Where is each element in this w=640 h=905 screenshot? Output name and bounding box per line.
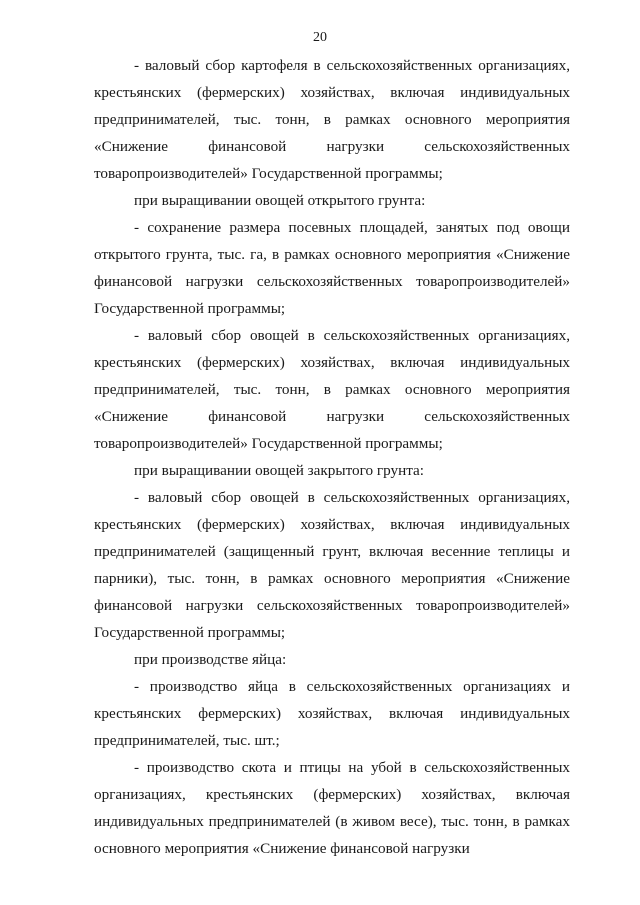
document-body bbox=[94, 52, 570, 862]
paragraph-sown-area: - сохранение размера посевных площадей, занятых под овощи открытого грунта, тыс. га, в рамках основного мероприятия «Снижение финансовой нагрузки сельскохозяйственных товаропроизводителей» Государственной программы; bbox=[94, 219, 570, 317]
paragraph-potato-harvest: - валовый сбор картофеля в сельскохозяйственных организациях, крестьянских (фермерских) хозяйствах, включая индивидуальных предпринимателей, тыс. тонн, в рамках основного мероприятия «Снижение финансовой нагрузки сельскохозяйственных товаропроизводителей» Государственной программы; bbox=[94, 57, 570, 182]
paragraph-livestock-production: - производство скота и птицы на убой в сельскохозяйственных организациях, крестьянских (фермерских) хозяйствах, включая индивидуальных предпринимателей (в живом весе), тыс. тонн, в рамках основного мероприятия «Снижение финансовой нагрузки bbox=[94, 759, 570, 857]
paragraph-egg-production: - производство яйца в сельскохозяйственных организациях и крестьянских фермерских) хозяйствах, включая индивидуальных предпринимателей, тыс. шт.; bbox=[94, 678, 570, 749]
paragraph-vegetable-harvest-closed: - валовый сбор овощей в сельскохозяйственных организациях, крестьянских (фермерских) хозяйствах, включая индивидуальных предпринимателей (защищенный грунт, включая весенние теплицы и парники), тыс. тонн, в рамках основного мероприятия «Снижение финансовой нагрузки сельскохозяйственных товаропроизводителей» Государственной программы; bbox=[94, 489, 570, 641]
section-heading-closed-ground: при выращивании овощей закрытого грунта: bbox=[134, 462, 425, 479]
page-number: 20 bbox=[313, 30, 327, 45]
section-heading-eggs: при производстве яйца: bbox=[134, 651, 287, 668]
section-heading-open-ground: при выращивании овощей открытого грунта: bbox=[134, 192, 426, 209]
paragraph-vegetable-harvest-open: - валовый сбор овощей в сельскохозяйственных организациях, крестьянских (фермерских) хозяйствах, включая индивидуальных предпринимателей, тыс. тонн, в рамках основного мероприятия «Снижение финансовой нагрузки сельскохозяйственных товаропроизводителей» Государственной программы; bbox=[94, 327, 570, 452]
